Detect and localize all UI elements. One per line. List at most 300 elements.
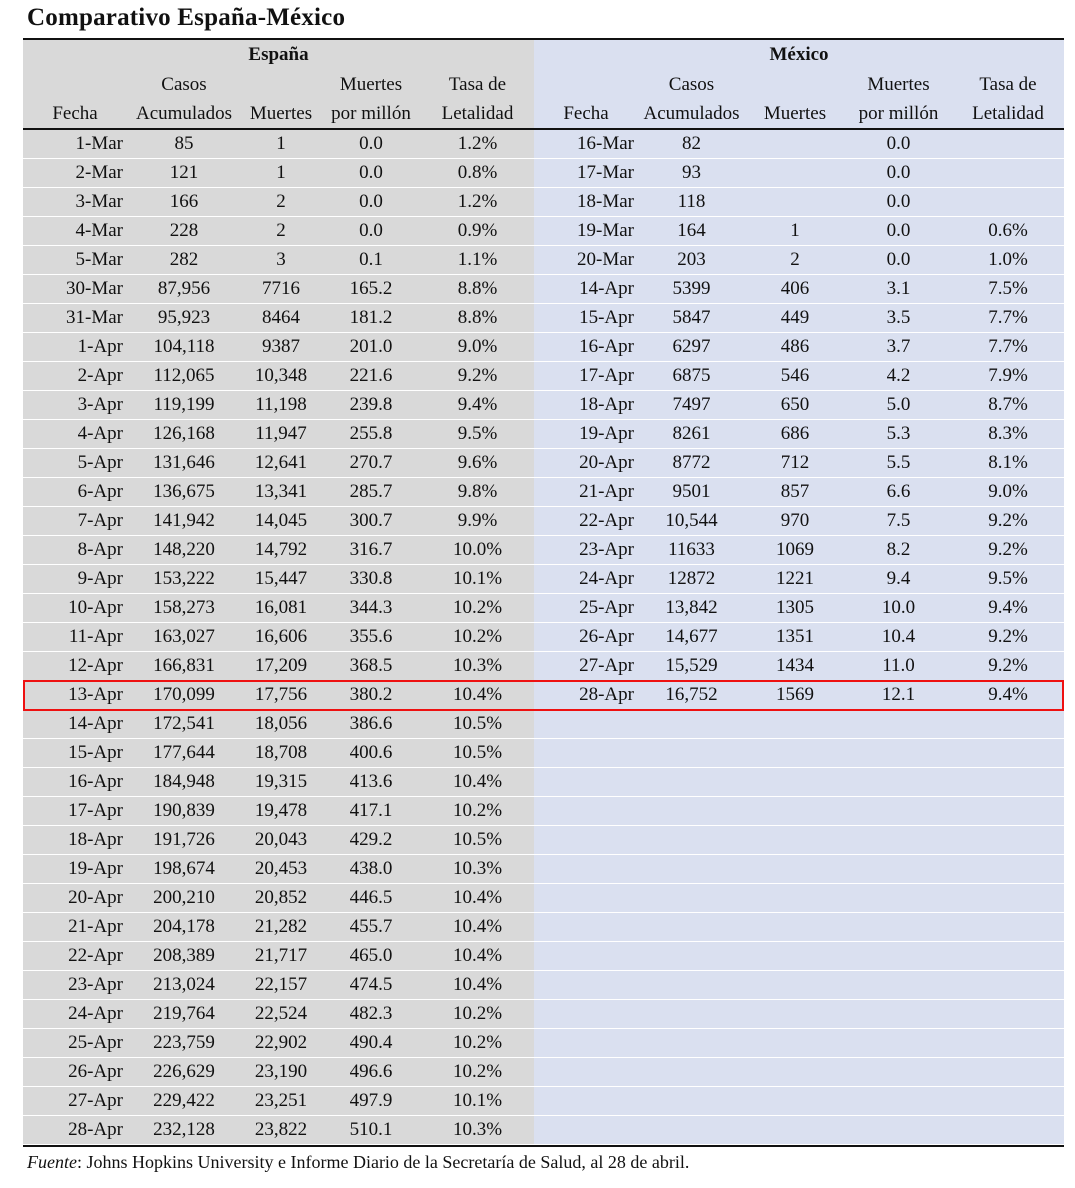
spain-cell: 213,024 [153,974,215,995]
spain-cell: 344.3 [349,597,393,618]
spain-cell: 27-Apr [68,1090,123,1111]
mexico-cell: 7.7% [988,336,1028,357]
spain-cell: 190,839 [153,800,215,821]
mexico-cell: 17-Apr [579,365,634,386]
spain-cell: 10,348 [254,365,308,386]
mexico-cell [952,739,1064,767]
spain-cell: 22,157 [254,974,308,995]
spain-cell: 18,056 [254,713,308,734]
spain-cell: 25-Apr [68,1032,123,1053]
spain-cell: 330.8 [349,568,393,589]
spain-cell: 5-Mar [75,249,123,270]
spain-cell: 17,756 [254,684,308,705]
spain-cell: 153,222 [153,568,215,589]
spain-cell: 11,198 [255,394,307,415]
mexico-cell [534,1116,638,1144]
mexico-cell [952,942,1064,970]
table-row [23,623,534,652]
spain-cell: 9.8% [457,481,498,502]
mexico-cell [845,855,952,883]
mexico-cell: 8.3% [988,423,1028,444]
spain-cell: 10.3% [452,655,503,676]
spain-cell: 239.8 [349,394,393,415]
table-row [534,246,1064,275]
spain-cell: 2 [276,220,286,241]
mexico-cell [638,1058,745,1086]
mexico-cell [845,739,952,767]
mexico-cell: 5.5 [886,452,911,473]
spain-cell: 8464 [262,307,300,328]
table-row [23,391,534,420]
mexico-cell [534,1029,638,1057]
mexico-header-3 [845,70,952,128]
spain-header-2 [241,70,321,128]
table-row [534,391,1064,420]
spain-cell: 22,524 [254,1003,308,1024]
mexico-cell: 5.3 [886,423,911,444]
mexico-cell: 3.5 [886,307,911,328]
spain-cell: 21,717 [254,945,308,966]
spain-cell: 19,478 [254,800,308,821]
spain-cell: 9.6% [457,452,498,473]
spain-cell: 23,251 [254,1090,308,1111]
table-row [534,304,1064,333]
mexico-header-0 [534,70,638,128]
table-row [534,188,1064,217]
spain-cell: 15,447 [254,568,308,589]
mexico-cell: 7.5% [988,278,1028,299]
spain-cell: 10.4% [452,974,503,995]
spain-cell: 0.0 [359,191,383,212]
mexico-cell [745,1116,845,1144]
spain-cell: 10.4% [452,684,503,705]
mexico-header-1 [638,70,745,128]
mexico-header-line: Letalidad [972,103,1044,124]
table-row [23,420,534,449]
spain-cell: 1-Mar [75,133,123,154]
table-row [534,594,1064,623]
mexico-cell [745,768,845,796]
spain-cell: 208,389 [153,945,215,966]
mexico-cell: 9.2% [988,626,1028,647]
table-row [534,536,1064,565]
spain-cell: 1.2% [457,191,498,212]
mexico-cell: 1 [790,220,800,241]
mexico-cell: 23-Apr [579,539,634,560]
mexico-cell: 9.0% [988,481,1028,502]
spain-cell: 380.2 [349,684,393,705]
mexico-cell [745,188,845,216]
mexico-cell: 1.0% [988,249,1028,270]
spain-cell: 9.2% [457,365,498,386]
spain-cell: 19,315 [254,771,308,792]
spain-cell: 22,902 [254,1032,308,1053]
mexico-cell: 203 [677,249,706,270]
page-title: Comparativo España-México [27,4,346,31]
spain-cell: 136,675 [153,481,215,502]
spain-cell: 131,646 [153,452,215,473]
table-row [534,942,1064,971]
mexico-cell: 0.0 [886,162,911,183]
spain-cell: 10.4% [452,771,503,792]
mexico-cell: 24-Apr [579,568,634,589]
spain-panel [23,40,534,1145]
spain-cell: 417.1 [349,800,393,821]
mexico-cell [638,971,745,999]
mexico-cell [745,130,845,158]
mexico-cell [845,826,952,854]
mexico-cell: 16-Apr [579,336,634,357]
spain-cell: 12-Apr [68,655,123,676]
spain-cell: 9.5% [457,423,498,444]
spain-cell: 1.1% [457,249,498,270]
spain-cell: 31-Mar [66,307,123,328]
mexico-cell: 0.6% [988,220,1028,241]
mexico-cell: 13,842 [665,597,718,618]
mexico-cell [845,942,952,970]
spain-cell: 10.4% [452,887,503,908]
spain-cell: 455.7 [349,916,393,937]
mexico-cell [745,855,845,883]
mexico-panel [534,40,1064,1145]
spain-header-0 [23,70,127,128]
spain-cell: 10.3% [452,1119,503,1140]
spain-cell: 198,674 [153,858,215,879]
spain-header-line [241,70,321,99]
table-row [534,1116,1064,1145]
table-row [534,913,1064,942]
mexico-cell: 8772 [672,452,711,473]
footnote-text: : Johns Hopkins University e Informe Diario de la Secretaría de Salud, al 28 de abril. [76,1152,690,1172]
spain-cell: 2 [276,191,286,212]
mexico-cell: 12.1 [881,684,916,705]
mexico-cell: 17-Mar [577,162,634,183]
table-row [534,710,1064,739]
spain-column-headers [23,70,534,130]
mexico-header-line: Casos [668,74,715,95]
mexico-cell: 14,677 [665,626,718,647]
mexico-cell: 28-Apr [579,684,634,705]
mexico-cell: 9.2% [988,510,1028,531]
mexico-rows [534,130,1064,1145]
spain-cell: 172,541 [153,713,215,734]
mexico-cell [534,942,638,970]
mexico-cell [952,188,1064,216]
spain-cell: 9.0% [457,336,498,357]
spain-cell: 200,210 [153,887,215,908]
spain-cell: 15-Apr [68,742,123,763]
spain-cell: 3 [276,249,286,270]
spain-cell: 9-Apr [77,568,123,589]
spain-cell: 3-Apr [77,394,123,415]
spain-header-line: Tasa de [448,74,507,95]
spain-cell: 23,822 [254,1119,308,1140]
spain-cell: 16,081 [254,597,308,618]
mexico-cell [534,826,638,854]
spain-cell: 2-Mar [75,162,123,183]
mexico-cell: 27-Apr [579,655,634,676]
spain-cell: 1-Apr [77,336,123,357]
mexico-cell [745,942,845,970]
mexico-cell [845,768,952,796]
mexico-cell [745,826,845,854]
table-row [23,1058,534,1087]
spain-cell: 429.2 [349,829,393,850]
mexico-cell: 8.1% [988,452,1028,473]
spain-header-line: Letalidad [441,103,514,124]
spain-cell: 226,629 [153,1061,215,1082]
spain-cell: 24-Apr [68,1003,123,1024]
mexico-cell: 9.2% [988,539,1028,560]
spain-heading: España [248,44,309,65]
mexico-cell [952,159,1064,187]
mexico-cell: 486 [780,336,810,357]
mexico-cell [638,884,745,912]
spain-cell: 23-Apr [68,974,123,995]
source-footnote [27,1152,689,1173]
table-row [23,159,534,188]
mexico-cell [534,1087,638,1115]
mexico-cell: 19-Mar [577,220,634,241]
spain-cell: 10.5% [452,829,503,850]
mexico-cell: 9.2% [988,655,1028,676]
table-row [23,275,534,304]
spain-cell: 8-Apr [77,539,123,560]
spain-cell: 85 [174,133,194,154]
mexico-cell: 1569 [776,684,814,705]
spain-cell: 201.0 [349,336,393,357]
mexico-cell [845,797,952,825]
mexico-cell [845,1058,952,1086]
mexico-cell [638,1029,745,1057]
spain-cell: 282 [169,249,199,270]
spain-cell: 8.8% [457,307,498,328]
spain-cell: 28-Apr [68,1119,123,1140]
table-row [534,130,1064,159]
spain-cell: 446.5 [349,887,393,908]
mexico-header-line [534,70,638,99]
spain-cell: 17,209 [254,655,308,676]
spain-cell: 17-Apr [68,800,123,821]
spain-cell: 10.3% [452,858,503,879]
mexico-cell [745,1087,845,1115]
table-row [23,681,534,710]
mexico-cell: 2 [790,249,800,270]
spain-cell: 181.2 [349,307,393,328]
mexico-cell: 650 [780,394,810,415]
mexico-cell [638,710,745,738]
spain-cell: 1 [276,162,286,183]
mexico-cell [745,1029,845,1057]
mexico-cell [845,1116,952,1144]
spain-cell: 223,759 [153,1032,215,1053]
mexico-cell: 4.2 [886,365,911,386]
spain-cell: 10.4% [452,945,503,966]
mexico-cell: 16,752 [665,684,718,705]
mexico-cell: 7.7% [988,307,1028,328]
table-row [23,797,534,826]
spain-cell: 474.5 [349,974,393,995]
mexico-header-line: Tasa de [979,74,1037,95]
mexico-cell [534,884,638,912]
spain-cell: 0.0 [359,133,383,154]
spain-cell: 0.9% [457,220,498,241]
mexico-cell: 6875 [672,365,711,386]
spain-cell: 10.0% [452,539,503,560]
mexico-cell: 9.5% [988,568,1028,589]
spain-cell: 8.8% [457,278,498,299]
spain-cell: 11,947 [255,423,307,444]
spain-cell: 0.8% [457,162,498,183]
table-row [23,536,534,565]
table-row [534,449,1064,478]
table-row [534,652,1064,681]
spain-cell: 184,948 [153,771,215,792]
spain-cell: 112,065 [153,365,215,386]
table-row [534,333,1064,362]
mexico-cell [638,942,745,970]
mexico-cell [952,768,1064,796]
spain-cell: 10.2% [452,626,503,647]
mexico-cell: 9501 [672,481,711,502]
mexico-cell [845,884,952,912]
table-row [534,1000,1064,1029]
table-row [534,1058,1064,1087]
mexico-cell: 3.1 [886,278,911,299]
table-row [534,623,1064,652]
spain-cell: 497.9 [349,1090,393,1111]
spain-cell: 170,099 [153,684,215,705]
mexico-cell: 16-Mar [577,133,634,154]
spain-cell: 126,168 [153,423,215,444]
spain-cell: 20,852 [254,887,308,908]
mexico-cell: 15-Apr [579,307,634,328]
table-row [534,797,1064,826]
table-row [23,188,534,217]
mexico-cell: 857 [780,481,810,502]
mexico-cell [638,739,745,767]
table-row [23,130,534,159]
table-row [23,304,534,333]
spain-cell: 22-Apr [68,945,123,966]
mexico-header-line: Muertes [763,103,827,124]
spain-cell: 300.7 [349,510,393,531]
spain-cell: 165.2 [349,278,393,299]
spain-cell: 87,956 [157,278,211,299]
mexico-cell [534,739,638,767]
mexico-cell [952,826,1064,854]
mexico-cell: 21-Apr [579,481,634,502]
mexico-cell [845,913,952,941]
mexico-cell: 7.5 [886,510,911,531]
mexico-cell: 686 [780,423,810,444]
spain-cell: 219,764 [153,1003,215,1024]
mexico-cell: 0.0 [886,191,911,212]
spain-cell: 5-Apr [77,452,123,473]
spain-cell: 255.8 [349,423,393,444]
mexico-cell [638,768,745,796]
spain-cell: 496.6 [349,1061,393,1082]
spain-cell: 10.1% [452,568,503,589]
spain-cell: 465.0 [349,945,393,966]
spain-cell: 119,199 [153,394,215,415]
spain-cell: 95,923 [157,307,211,328]
mexico-cell: 1434 [776,655,814,676]
mexico-cell: 20-Apr [579,452,634,473]
mexico-cell [745,1058,845,1086]
mexico-cell [952,1087,1064,1115]
mexico-header-2 [745,70,845,128]
table-row [23,652,534,681]
spain-cell: 14,045 [254,510,308,531]
mexico-cell [534,797,638,825]
table-row [23,1000,534,1029]
spain-cell: 13-Apr [68,684,123,705]
table-row [534,478,1064,507]
table-row [23,913,534,942]
mexico-cell: 20-Mar [577,249,634,270]
spain-cell: 141,942 [153,510,215,531]
mexico-cell: 10,544 [665,510,718,531]
spain-cell: 13,341 [254,481,308,502]
mexico-cell [638,1000,745,1028]
spain-cell: 148,220 [153,539,215,560]
spain-header-line: Muertes [339,74,403,95]
table-row [534,362,1064,391]
mexico-cell: 970 [780,510,810,531]
table-row [534,855,1064,884]
table-row [23,1029,534,1058]
mexico-cell: 26-Apr [579,626,634,647]
mexico-cell: 7.9% [988,365,1028,386]
table-row [534,1087,1064,1116]
spain-cell: 0.1 [359,249,383,270]
table-row [23,768,534,797]
table-row [534,507,1064,536]
mexico-cell [952,1029,1064,1057]
mexico-cell [845,710,952,738]
spain-cell: 4-Mar [75,220,123,241]
mexico-cell [745,710,845,738]
mexico-cell: 9.4% [988,597,1028,618]
mexico-cell: 406 [780,278,810,299]
table-row [534,884,1064,913]
mexico-cell: 8.7% [988,394,1028,415]
mexico-cell: 25-Apr [579,597,634,618]
table-row [23,594,534,623]
table-row [23,884,534,913]
mexico-cell [952,913,1064,941]
mexico-cell [952,884,1064,912]
spain-cell: 10.2% [452,800,503,821]
mexico-cell: 18-Apr [579,394,634,415]
mexico-cell [534,1058,638,1086]
mexico-header-line: Acumulados [643,103,740,124]
spain-cell: 121 [169,162,199,183]
spain-cell: 9.9% [457,510,498,531]
mexico-header-line: Fecha [563,103,609,124]
spain-header-4 [421,70,534,128]
spain-cell: 355.6 [349,626,393,647]
spain-cell: 12,641 [254,452,308,473]
mexico-cell [952,1116,1064,1144]
spain-cell: 400.6 [349,742,393,763]
spain-header-1 [127,70,241,128]
spain-cell: 23,190 [254,1061,308,1082]
spain-cell: 386.6 [349,713,393,734]
mexico-cell: 7497 [672,394,711,415]
spain-cell: 10.5% [452,713,503,734]
